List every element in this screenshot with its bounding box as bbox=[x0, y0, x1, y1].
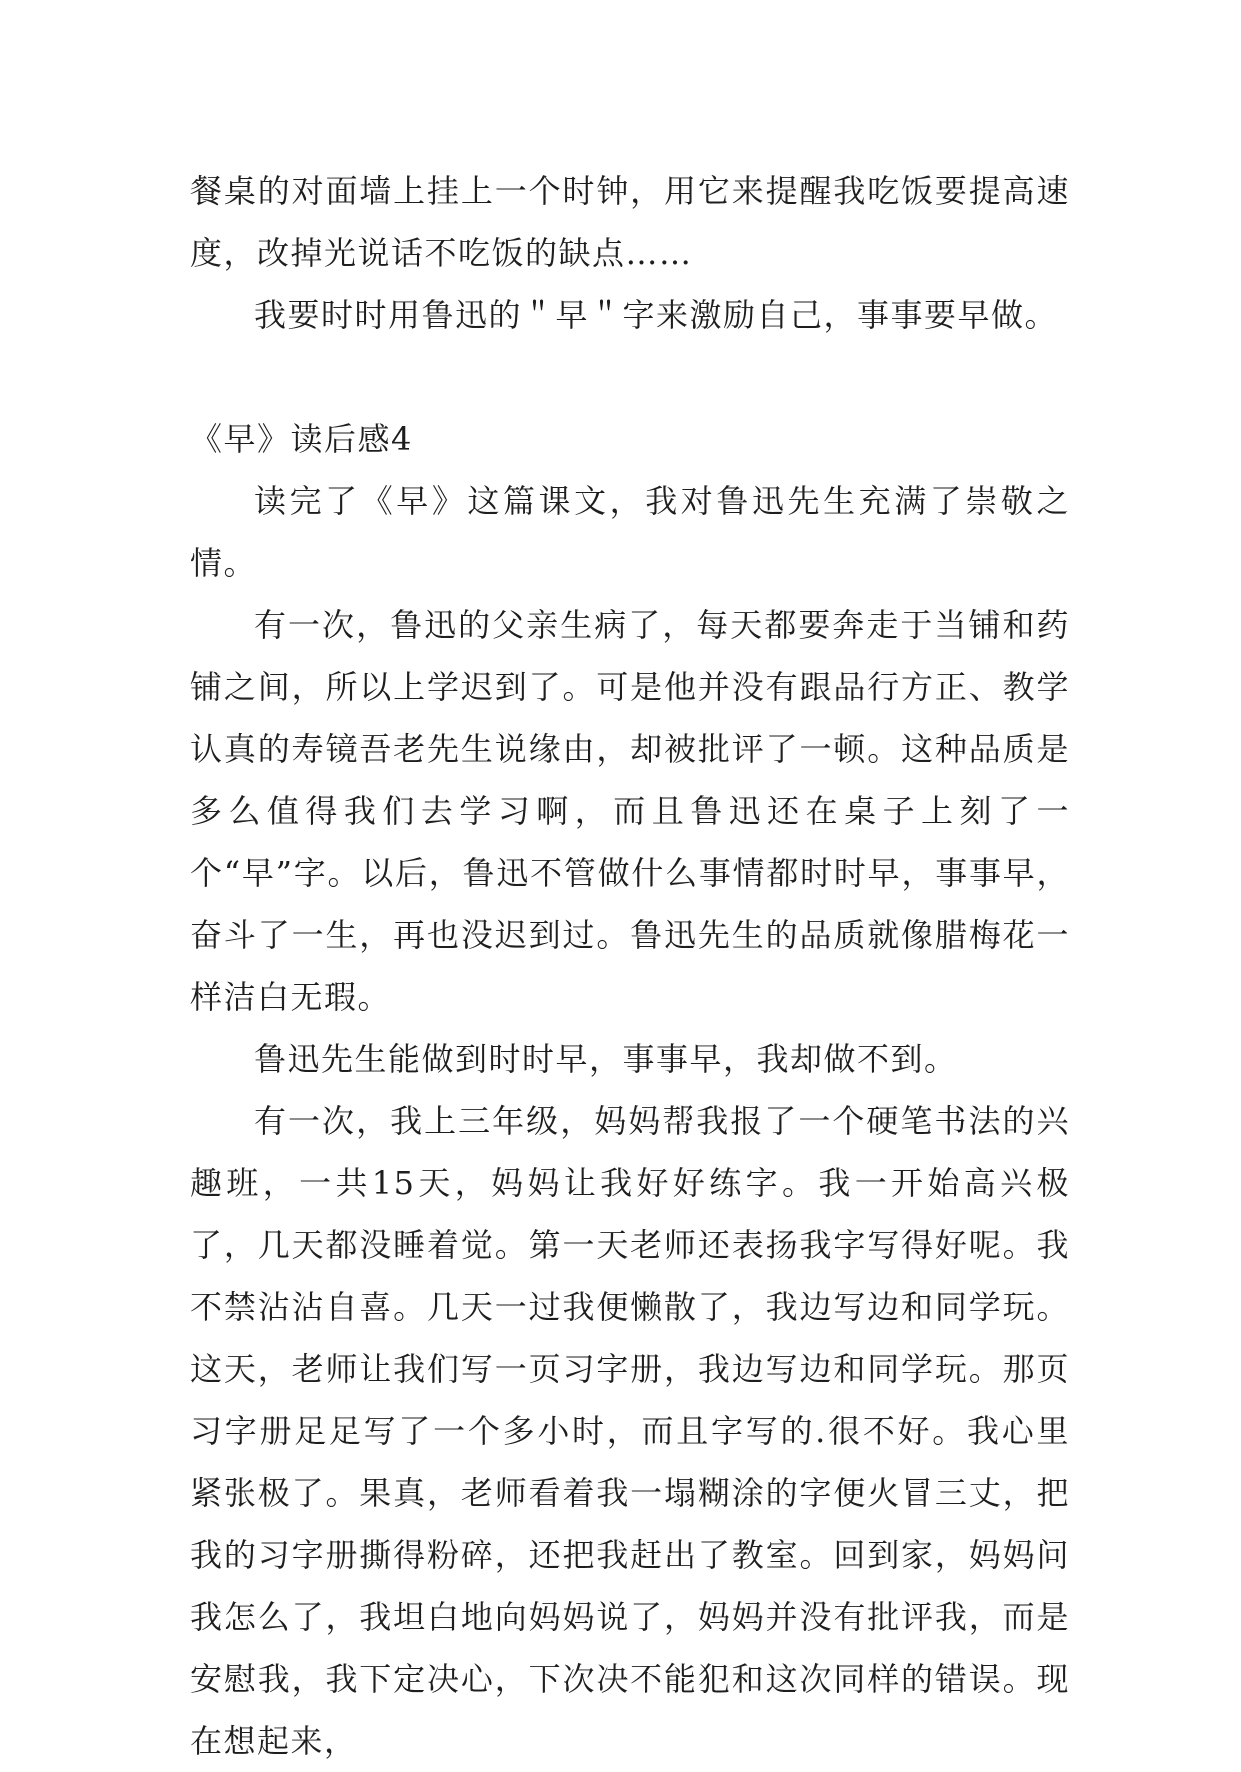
paragraph-personal-story: 有一次，我上三年级，妈妈帮我报了一个硬笔书法的兴趣班，一共15天，妈妈让我好好练字。我一开始高兴极了，几天都没睡着觉。第一天老师还表扬我字写得好呢。我不禁沾沾自喜。几天一过我便懒散了，我边写边和同学玩。这天，老师让我们写一页习字册，我边写边和同学玩。那页习字册足足写了一个多小时，而且字写的.很不好。我心里紧张极了。果真，老师看着我一塌糊涂的字便火冒三丈，把我的习字册撕得粉碎，还把我赶出了教室。回到家，妈妈问我怎么了，我坦白地向妈妈说了，妈妈并没有批评我，而是安慰我，我下定决心，下次决不能犯和这次同样的错误。现在想起来， bbox=[190, 1102, 1070, 1760]
paragraph-continuation: 餐桌的对面墙上挂上一个时钟，用它来提醒我吃饭要提高速度，改掉光说话不吃饭的缺点…… bbox=[190, 172, 1070, 272]
paragraph-story: 有一次，鲁迅的父亲生病了，每天都要奔走于当铺和药铺之间，所以上学迟到了。可是他并没有跟品行方正、教学认真的寿镜吾老先生说缘由，却被批评了一顿。这种品质是多么值得我们去学习啊，而且鲁迅还在桌子上刻了一个“早”字。以后，鲁迅不管做什么事情都时时早，事事早，奋斗了一生，再也没迟到过。鲁迅先生的品质就像腊梅花一样洁白无瑕。 bbox=[190, 606, 1070, 1016]
paragraph-resolution: 我要时时用鲁迅的＂早＂字来激励自己，事事要早做。 bbox=[254, 296, 1059, 334]
paragraph-contrast: 鲁迅先生能做到时时早，事事早，我却做不到。 bbox=[254, 1040, 958, 1078]
section-title: 《早》读后感4 bbox=[190, 420, 413, 458]
paragraph-intro: 读完了《早》这篇课文，我对鲁迅先生充满了崇敬之情。 bbox=[190, 482, 1070, 582]
document-body bbox=[190, 160, 1070, 1772]
